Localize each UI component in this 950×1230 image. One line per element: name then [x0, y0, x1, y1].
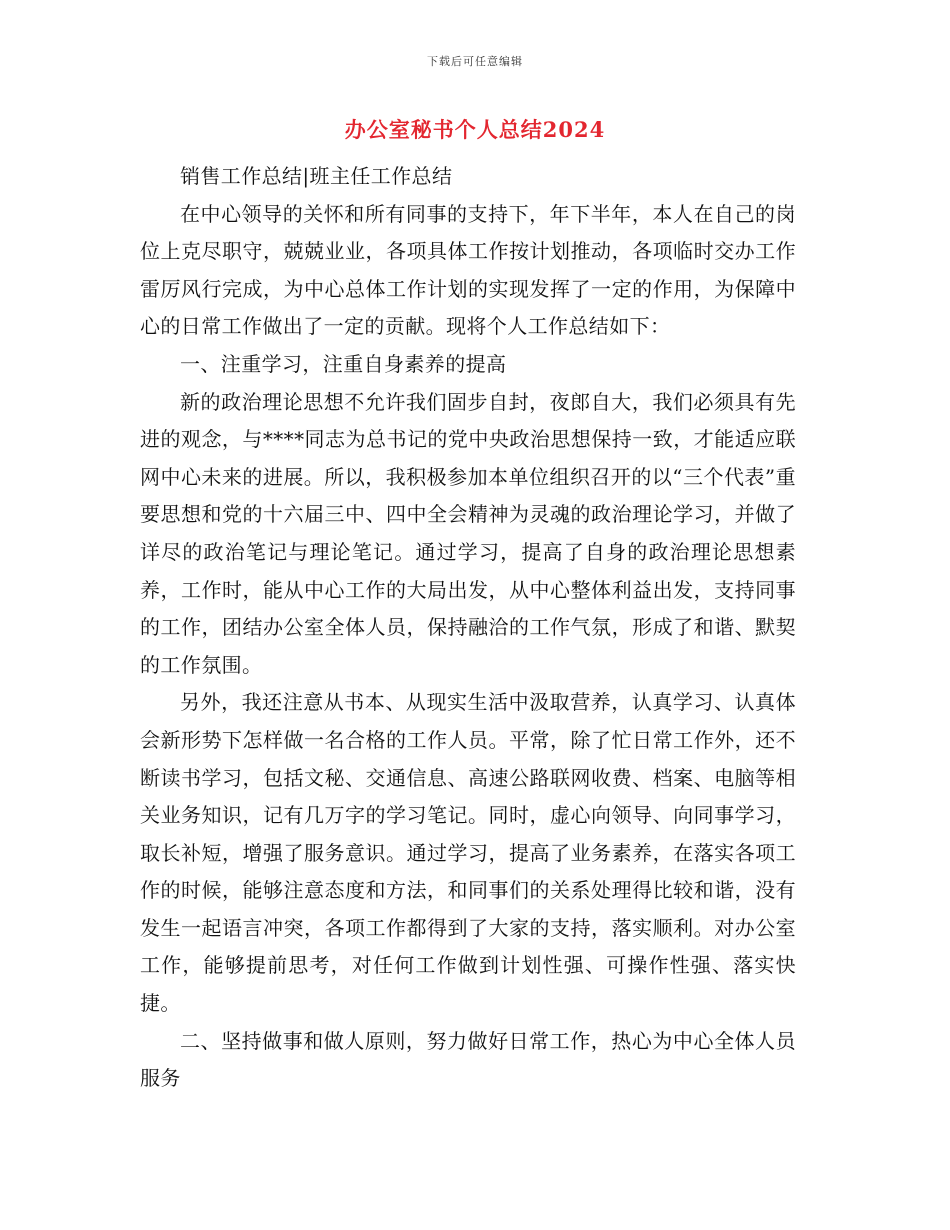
- document-body: [140, 158, 796, 1098]
- section-heading-1: 一、注重学习，注重自身素养的提高: [180, 351, 507, 376]
- section-heading-2: 二、坚持做事和做人原则，努力做好日常工作，热心为中心全体人员服务: [140, 1028, 796, 1091]
- paragraph-study-practice: 另外，我还注意从书本、从现实生活中汲取营养，认真学习、认真体会新形势下怎样做一名合格的工作人员。平常，除了忙日常工作外，还不断读书学习，包括文秘、交通信息、高速公路联网收费、档案、电脑等相关业务知识，记有几万字的学习笔记。同时，虚心向领导、向同事学习，取长补短，增强了服务意识。通过学习，提高了业务素养，在落实各项工作的时候，能够注意态度和方法，和同事们的关系处理得比较和谐，没有发生一起语言冲突，各项工作都得到了大家的支持，落实顺利。对办公室工作，能够提前思考，对任何工作做到计划性强、可操作性强、落实快捷。: [140, 690, 796, 1016]
- header-note: 下载后可任意编辑: [427, 55, 523, 68]
- paragraph-intro: 在中心领导的关怀和所有同事的支持下，年下半年，本人在自己的岗位上克尽职守，兢兢业业，各项具体工作按计划推动，各项临时交办工作雷厉风行完成，为中心总体工作计划的实现发挥了一定的作用，为保障中心的日常工作做出了一定的贡献。现将个人工作总结如下：: [140, 201, 796, 339]
- paragraph-study-politics: 新的政治理论思想不允许我们固步自封，夜郎自大，我们必须具有先进的观念，与****同志为总书记的党中央政治思想保持一致，才能适应联网中心未来的进展。所以，我积极参加本单位组织召开的以“三个代表”重要思想和党的十六届三中、四中全会精神为灵魂的政治理论学习，并做了详尽的政治笔记与理论笔记。通过学习，提高了自身的政治理论思想素养，工作时，能从中心工作的大局出发，从中心整体利益出发，支持同事的工作，团结办公室全体人员，保持融洽的工作气氛，形成了和谐、默契的工作氛围。: [140, 389, 796, 677]
- paragraph-subtitle: 销售工作总结|班主任工作总结: [180, 164, 453, 188]
- document-title: 办公室秘书个人总结2024: [344, 117, 606, 142]
